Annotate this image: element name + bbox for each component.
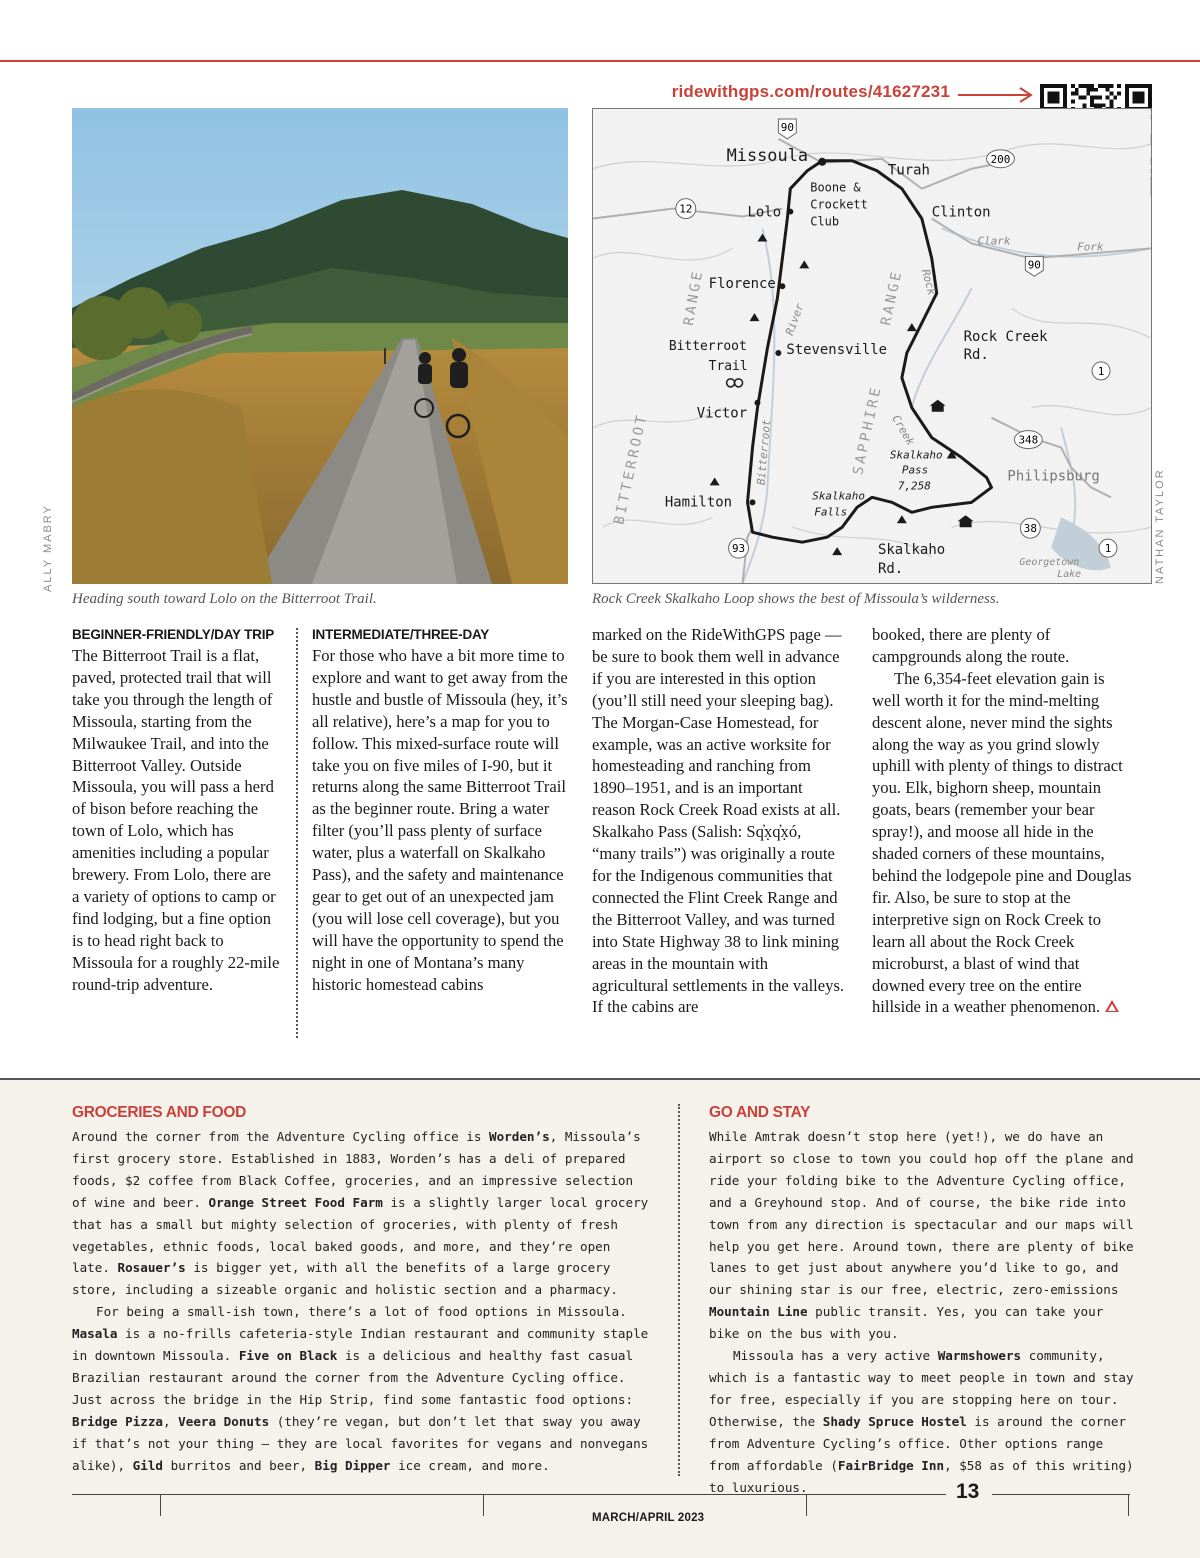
map-highway-label: 90 — [1027, 258, 1041, 272]
column-divider — [296, 628, 298, 1038]
top-rule — [0, 60, 1200, 62]
map-label-georgetown: Georgetown — [1019, 557, 1080, 569]
map-label-sapphire: SAPPHIRE — [850, 383, 885, 477]
map-label-florence: Florence — [708, 276, 776, 293]
footer-tick — [483, 1494, 484, 1516]
map-label-bitterroot-trail: Bitterroot — [668, 338, 747, 354]
column-text: booked, there are plenty of campgrounds along the route. — [872, 625, 1070, 666]
sidebar-divider — [678, 1104, 680, 1476]
map-highway-label: 200 — [990, 152, 1011, 166]
map-label-creek: Creek — [889, 412, 918, 448]
map-label-philipsburg: Philipsburg — [1007, 468, 1100, 485]
column-heading: BEGINNER-FRIENDLY/DAY TRIP — [72, 627, 275, 642]
map-label-skalkaho-rd: Rd. — [877, 561, 904, 578]
map-label-skalkaho-falls: Skalkaho — [812, 489, 865, 503]
arrow-right-icon — [958, 86, 1034, 104]
column-continued — [592, 624, 848, 1018]
footer-tick — [160, 1494, 161, 1516]
map-label-fork: Fork — [1077, 240, 1104, 254]
map-label-rock-creek-rd: Rock Creek — [963, 329, 1048, 346]
groceries-heading: GROCERIES AND FOOD — [72, 1104, 247, 1121]
map-credit: NATHAN TAYLOR — [1154, 468, 1166, 584]
column-intermediate — [312, 624, 568, 996]
end-mark-icon — [1104, 999, 1120, 1013]
column-text: The 6,354-feet elevation gain is well worth it for the mind-melting descent alone, never mind the sights along the way as you grind slowly uphill with plenty of things to distract you. Elk, bighorn sheep, mountain goats, bears (remember your bear spray!), and moose all hide in the shaded corners of these mountains, behind the lodgepole pine and Douglas fir. Also, be sure to stop at the interpretive sign on Rock Creek to learn all about the Rock Creek microburst, a blast of wind that downed every tree on the entire hillside in a weather phenomenon. — [872, 668, 1132, 1017]
column-text: For those who have a bit more time to explore and want to get away from the hustle and bustle of Missoula (hey, it’s all relative), here’s a map for you to follow. This mixed-surface route will take you on five miles of I-90, but it returns along the same Bitterroot Trail as the beginner route. Bring a water filter (you’ll pass plenty of surface water, plus a waterfall on Skalkaho Pass), and the safety and maintenance gear to get out of an unexpected jam (you will lose cell coverage), but you will have the opportunity to spend the night in one of Montana’s many historic homestead cabins — [312, 646, 568, 994]
stay-heading: GO AND STAY — [709, 1104, 811, 1121]
footer-rule — [72, 1494, 946, 1495]
map-highway-label: 90 — [780, 120, 794, 134]
issue-date: MARCH/APRIL 2023 — [592, 1512, 705, 1524]
map-label-skalkaho-falls: Falls — [814, 505, 848, 519]
map-label-boone: Boone & — [810, 180, 861, 195]
map-highway-label: 1 — [1097, 364, 1105, 378]
map-label-victor: Victor — [696, 405, 748, 422]
route-map — [592, 108, 1152, 584]
map-label-bitterroot-trail: Trail — [708, 358, 748, 374]
map-highway-label: 38 — [1023, 522, 1037, 536]
footer-tick — [806, 1494, 807, 1516]
map-label-missoula: Missoula — [726, 144, 809, 165]
map-label-clark: Clark — [977, 234, 1011, 248]
map-caption: Rock Creek Skalkaho Loop shows the best of Missoula’s wilderness. — [592, 591, 1000, 607]
map-label-skalkaho-pass: Pass — [901, 463, 929, 477]
column-final — [872, 624, 1132, 1018]
footer-rule — [992, 1494, 1130, 1495]
footer-tick — [1128, 1494, 1129, 1516]
column-text: marked on the RideWithGPS page — be sure to book them well in advance if you are interested in this option (you’ll still need your sleeping bag). The Morgan-Case Homestead, for example, was an active worksite for homesteading and ranching from 1890–1951, and is an important reason Rock Creek Road exists at all. Skalkaho Pass (Salish: Sq̓x̣q̓x̣ó, “many trails”) was originally a route for the Indigenous communities that connected the Flint Creek Range and the Bitterroot Valley, and was turned into State Highway 38 to link mining areas in the mountain with agricultural settlements in the valleys. If the cabins are — [592, 625, 845, 1017]
map-label-bitterroot-river: Bitterroot — [754, 418, 774, 486]
stay-text: While Amtrak doesn’t stop here (yet!), we do have an airport so close to town you could hop off the plane and ride your folding bike to the Adventure Cycling office, and a Greyhound stop. And of course, the bike ride into town from any direction is spectacular and our maps will help you get here. Around town, there are plenty of bike lanes to get just about anywhere you’d like to go, and our shining star is our free, electric, zero-emissions Mountain Line public transit. Yes, you can take your bike on the bus with you. Missoula has a very active Warmshowers community, which is a fantastic way to meet people in town and stay for free, especially if you are stopping here on tour. Otherwise, the Shady Spruce Hostel is around the corner from Adventure Cycling’s office. Other options range from affordable (FairBridge Inn, $58 as of this writing) to luxurious. — [709, 1129, 1134, 1495]
map-highway-label: 348 — [1018, 433, 1039, 447]
route-link[interactable]: ridewithgps.com/routes/41627231 — [671, 82, 950, 101]
map-label-hamilton: Hamilton — [664, 494, 733, 511]
map-label-lolo: Lolo — [747, 204, 782, 221]
photo-caption: Heading south toward Lolo on the Bitterroot Trail. — [72, 591, 377, 607]
column-text: The Bitterroot Trail is a flat, paved, protected trail that will take you through the length of Missoula, starting from the Milwaukee Trail, and into the Bitterroot Valley. Outside Missoula, you will pass a herd of bison before reaching the town of Lolo, which has amenities including a popular brewery. From Lolo, there are a variety of options to camp or find lodging, but a fine option is to head right back to Missoula for a roughly 22-mile round-trip adventure. — [72, 646, 280, 994]
map-label-skalkaho-pass: 7,258 — [897, 479, 931, 493]
map-label-skalkaho-rd: Skalkaho — [877, 542, 946, 559]
map-highway-label: 93 — [731, 542, 746, 556]
column-beginner — [72, 624, 282, 996]
map-label-skalkaho-pass: Skalkaho — [889, 448, 943, 462]
map-label-range: RANGE — [680, 267, 707, 327]
map-highway-label: 12 — [679, 202, 693, 216]
map-label-river: River — [782, 301, 807, 338]
map-label-stevensville: Stevensville — [786, 341, 888, 358]
map-label-georgetown: Lake — [1057, 569, 1082, 581]
photo-credit: ALLY MABRY — [42, 504, 54, 592]
map-label-rock-creek-rd: Rd. — [963, 346, 989, 363]
page-number: 13 — [956, 1480, 980, 1503]
map-label-clinton: Clinton — [931, 204, 991, 221]
map-label-bitterroot-range: BITTERROOT — [611, 411, 651, 527]
map-label-range: RANGE — [878, 267, 906, 327]
map-highway-label: 1 — [1104, 542, 1112, 556]
map-label-boone: Club — [810, 214, 840, 229]
trail-photo — [72, 108, 568, 584]
map-label-rock: Rock — [918, 267, 939, 297]
map-label-boone: Crockett — [810, 197, 868, 212]
column-heading: INTERMEDIATE/THREE-DAY — [312, 627, 490, 642]
map-label-turah: Turah — [887, 162, 930, 179]
groceries-text: Around the corner from the Adventure Cycling office is Worden’s, Missoula’s first grocery store. Established in 1883, Worden’s has a deli of prepared foods, $2 coffee from Black Coffee, groceries, and an impressive selection of wine and beer. Orange Street Food Farm is a slightly larger local grocery that has a small but mighty selection of groceries, with plenty of fresh vegetables, ethnic foods, local baked goods, and more, and they’re open late. Rosauer’s is bigger yet, with all the benefits of a large grocery store, including a sizeable organic and holistic section and a pharmacy. For being a small-ish town, there’s a lot of food options in Missoula. Masala is a no-frills cafeteria-style Indian restaurant and community staple in downtown Missoula. Five on Black is a delicious and healthy fast casual Brazilian restaurant around the corner from the Adventure Cycling office. Just across the bridge in the Hip Strip, find some fantastic food options: Bridge Pizza, Veera Donuts (they’re vegan, but don’t let that sway you away if that’s not your thing — they are local favorites for vegans and nonvegans alike), Gild burritos and beer, Big Dipper ice cream, and more. — [72, 1129, 649, 1473]
